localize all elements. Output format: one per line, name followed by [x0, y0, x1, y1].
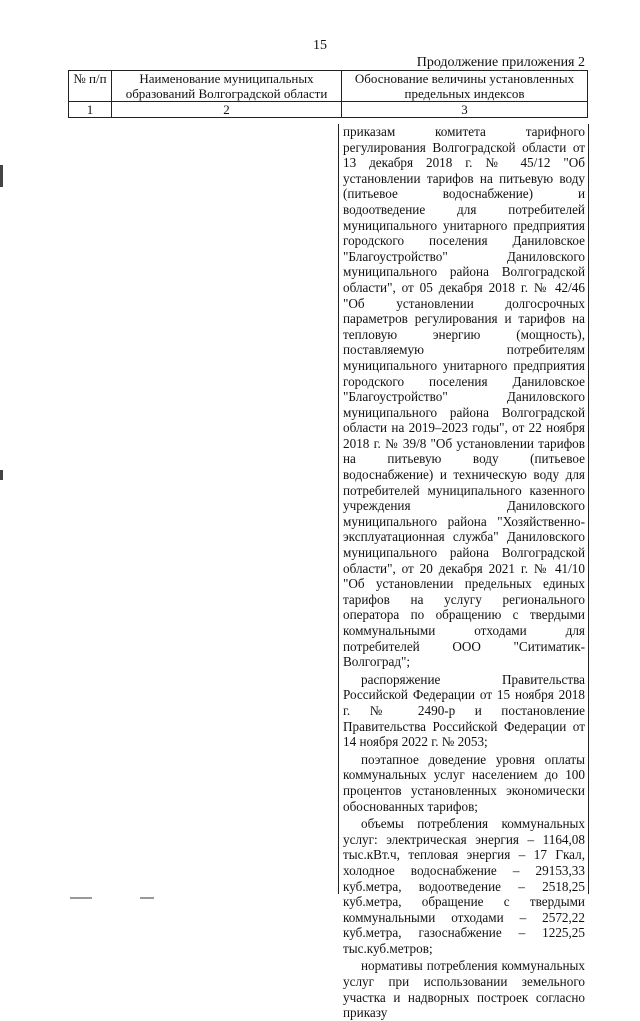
justification-text [339, 124, 588, 1021]
scan-bottom-mark [140, 897, 154, 899]
header-row [69, 71, 588, 102]
appendix-continuation-label: Продолжение приложения 2 [416, 55, 585, 70]
justification-cell [338, 124, 589, 1021]
column-number-1: 1 [69, 102, 112, 118]
scan-edge-mark [0, 165, 3, 187]
column-number-2: 2 [112, 102, 342, 118]
header-col-municipality: Наименование муниципальных образований Волгоградской области [112, 71, 342, 102]
column-number-3: 3 [342, 102, 588, 118]
paragraph-consumption-volumes: объемы потребления коммунальных услуг: электрическая энергия – 1164,08 тыс.кВт.ч, тепловая энергия – 17 Гкал, холодное водоснабжение – 29153,33 куб.метра, водоотведение – 2518,25 куб.метра, обращение с твердыми коммунальными отходами – 2572,22 куб.метра, газоснабжение – 1225,25 тыс.куб.метров; [343, 816, 585, 956]
header-numbering-row [69, 102, 588, 118]
scan-bottom-mark [70, 897, 92, 899]
paragraph-payment-level: поэтапное доведение уровня оплаты коммунальных услуг населением до 100 процентов установленных экономически обоснованных тарифов; [343, 751, 585, 814]
header-col-number: № п/п [69, 71, 112, 102]
header-table [68, 70, 588, 118]
paragraph-orders: приказам комитета тарифного регулирования Волгоградской области от 13 декабря 2018 г. № 45/12 "Об установлении тарифов на питьевую воду (питьевое водоснабжение) и водоотведение для потребителей муниципального унитарного предприятия городского поселения Даниловское "Благоустройство" Даниловского муниципального района Волгоградской области", от 05 декабря 2018 г. № 42/46 "Об установлении долгосрочных параметров регулирования и тарифов на тепловую энергию (мощность), поставляемую потребителям муниципального унитарного предприятия городского поселения Даниловское "Благоустройство" Даниловского муниципального района Волгоградской области на 2019–2023 годы", от 22 ноября 2018 г. № 39/8 "Об установлении тарифов на питьевую воду (питьевое водоснабжение) и техническую воду для потребителей муниципального казенного учреждения Даниловского муниципального района "Хозяйственно-эксплуатационная служба" Даниловского муниципального района Волгоградской области", от 20 декабря 2021 г. № 41/10 "Об установлении предельных единых тарифов на услугу регионального оператора по обращению с твердыми коммунальными отходами для потребителей ООО "Ситиматик-Волгоград"; [343, 124, 585, 670]
paragraph-government-acts: распоряжение Правительства Российской Федерации от 15 ноября 2018 г. № 2490-р и постановление Правительства Российской Федерации от 14 ноября 2022 г. № 2053; [343, 671, 585, 750]
scan-edge-mark [0, 470, 3, 480]
paragraph-consumption-norms: нормативы потребления коммунальных услуг при использовании земельного участка и надворных построек согласно приказу [343, 958, 585, 1021]
page-number: 15 [313, 38, 327, 53]
header-col-justification: Обоснование величины установленных предельных индексов [342, 71, 588, 102]
